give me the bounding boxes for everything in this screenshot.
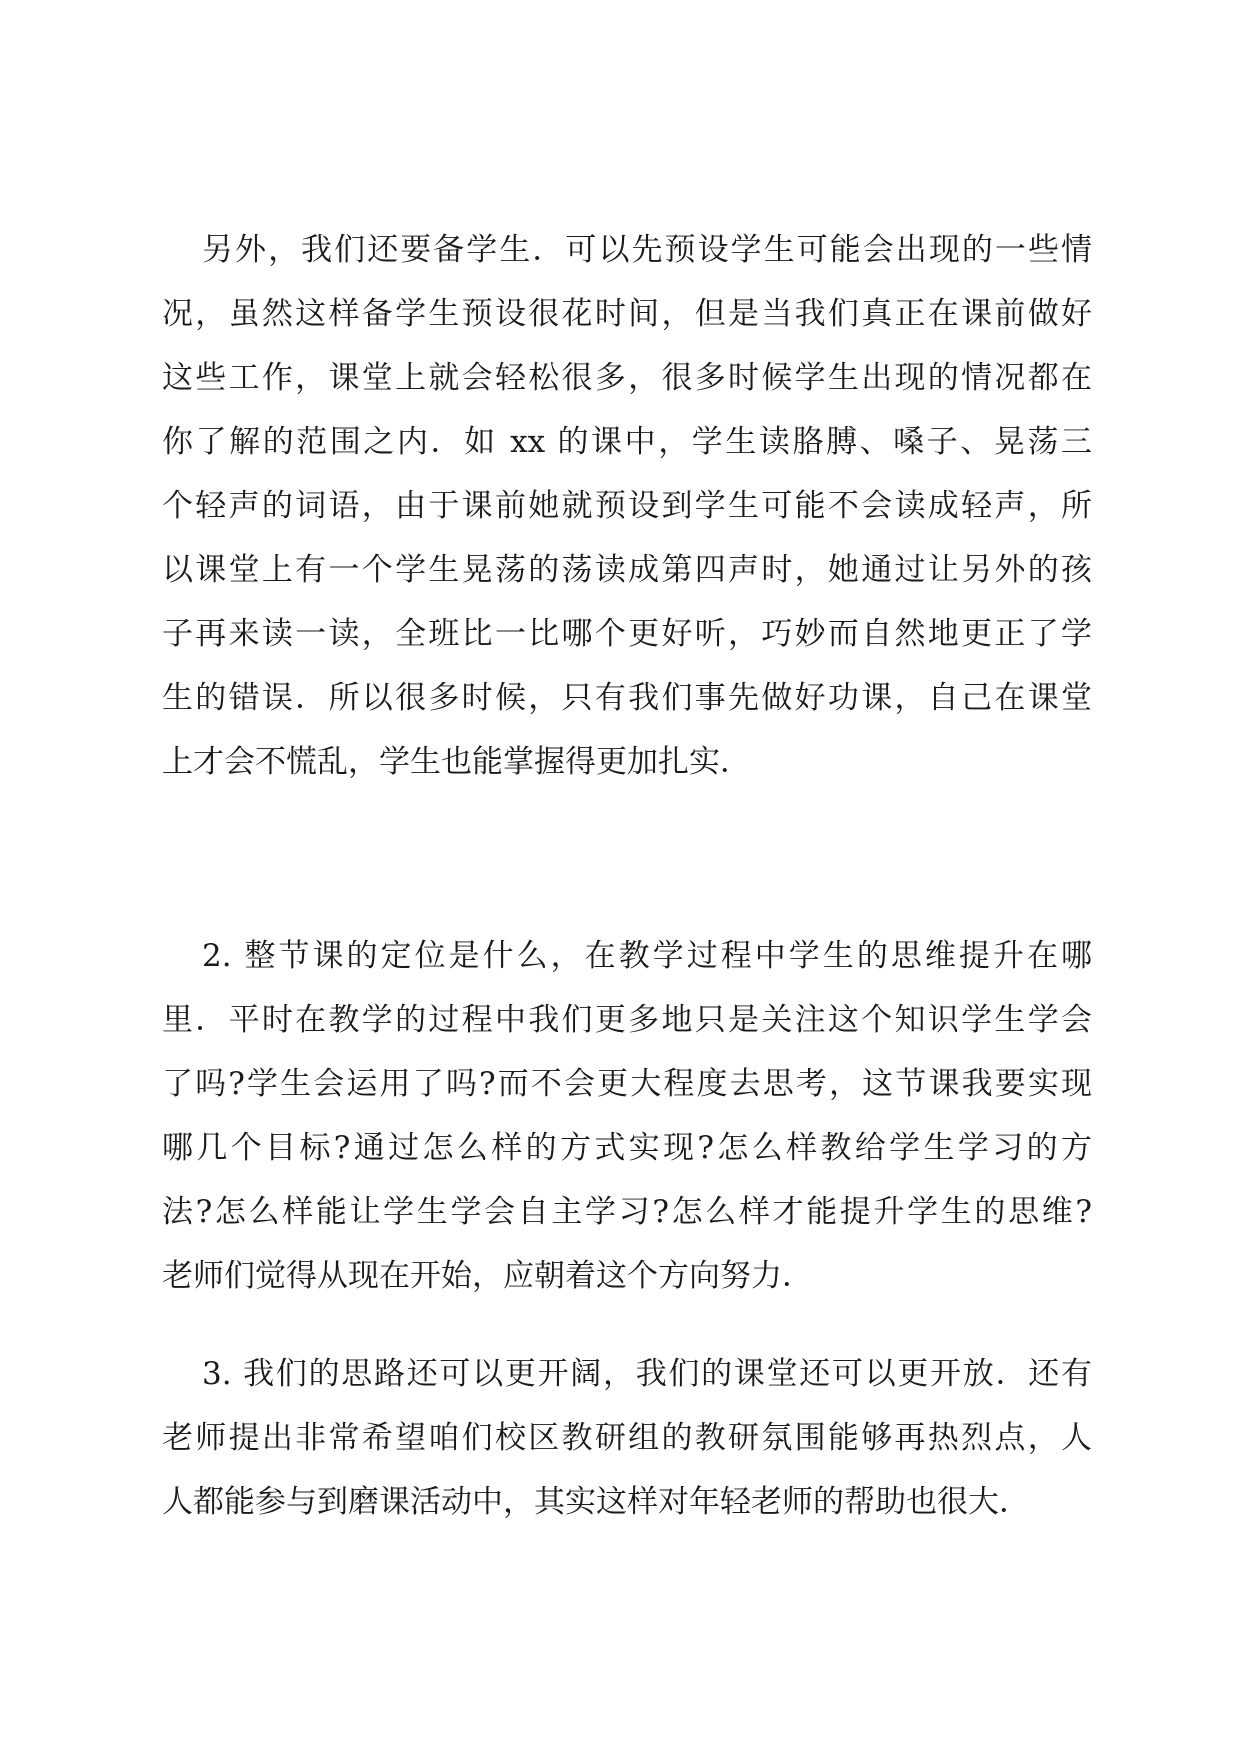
paragraph-line: 老师提出非常希望咱们校区教研组的教研氛围能够再热烈点，人 xyxy=(162,1420,1092,1456)
paragraph-line: 另外，我们还要备学生．可以先预设学生可能会出现的一些情 xyxy=(202,232,1092,268)
paragraph-line: 法?怎么样能让学生学会自主学习?怎么样才能提升学生的思维? xyxy=(162,1194,1092,1230)
paragraph-line: 人都能参与到磨课活动中，其实这样对年轻老师的帮助也很大． xyxy=(162,1484,1030,1520)
paragraph-line: 了吗?学生会运用了吗?而不会更大程度去思考，这节课我要实现 xyxy=(162,1066,1092,1102)
paragraph-prepare-students xyxy=(162,218,1092,794)
paragraph-line: 生的错误．所以很多时候，只有我们事先做好功课，自己在课堂 xyxy=(162,680,1092,716)
paragraph-line: 个轻声的词语，由于课前她就预设到学生可能不会读成轻声，所 xyxy=(162,488,1092,524)
paragraph-line: 况，虽然这样备学生预设很花时间，但是当我们真正在课前做好 xyxy=(162,296,1092,332)
paragraph-open-thinking xyxy=(162,1342,1092,1534)
paragraph-line: 子再来读一读，全班比一比哪个更好听，巧妙而自然地更正了学 xyxy=(162,616,1092,652)
paragraph-line: 你了解的范围之内．如 xx 的课中，学生读胳膊、嗓子、晃荡三 xyxy=(162,424,1092,460)
paragraph-line: 上才会不慌乱，学生也能掌握得更加扎实． xyxy=(162,744,751,780)
paragraph-line: 老师们觉得从现在开始，应朝着这个方向努力． xyxy=(162,1258,813,1294)
paragraph-line: 以课堂上有一个学生晃荡的荡读成第四声时，她通过让另外的孩 xyxy=(162,552,1092,588)
paragraph-line: 这些工作，课堂上就会轻松很多，很多时候学生出现的情况都在 xyxy=(162,360,1092,396)
paragraph-line: 哪几个目标?通过怎么样的方式实现?怎么样教给学生学习的方 xyxy=(162,1130,1092,1166)
paragraph-line: 里．平时在教学的过程中我们更多地只是关注这个知识学生学会 xyxy=(162,1002,1092,1038)
paragraph-line: 3. 我们的思路还可以更开阔，我们的课堂还可以更开放．还有 xyxy=(202,1356,1092,1392)
paragraph-line: 2. 整节课的定位是什么，在教学过程中学生的思维提升在哪 xyxy=(202,938,1092,974)
paragraph-lesson-positioning xyxy=(162,924,1092,1308)
